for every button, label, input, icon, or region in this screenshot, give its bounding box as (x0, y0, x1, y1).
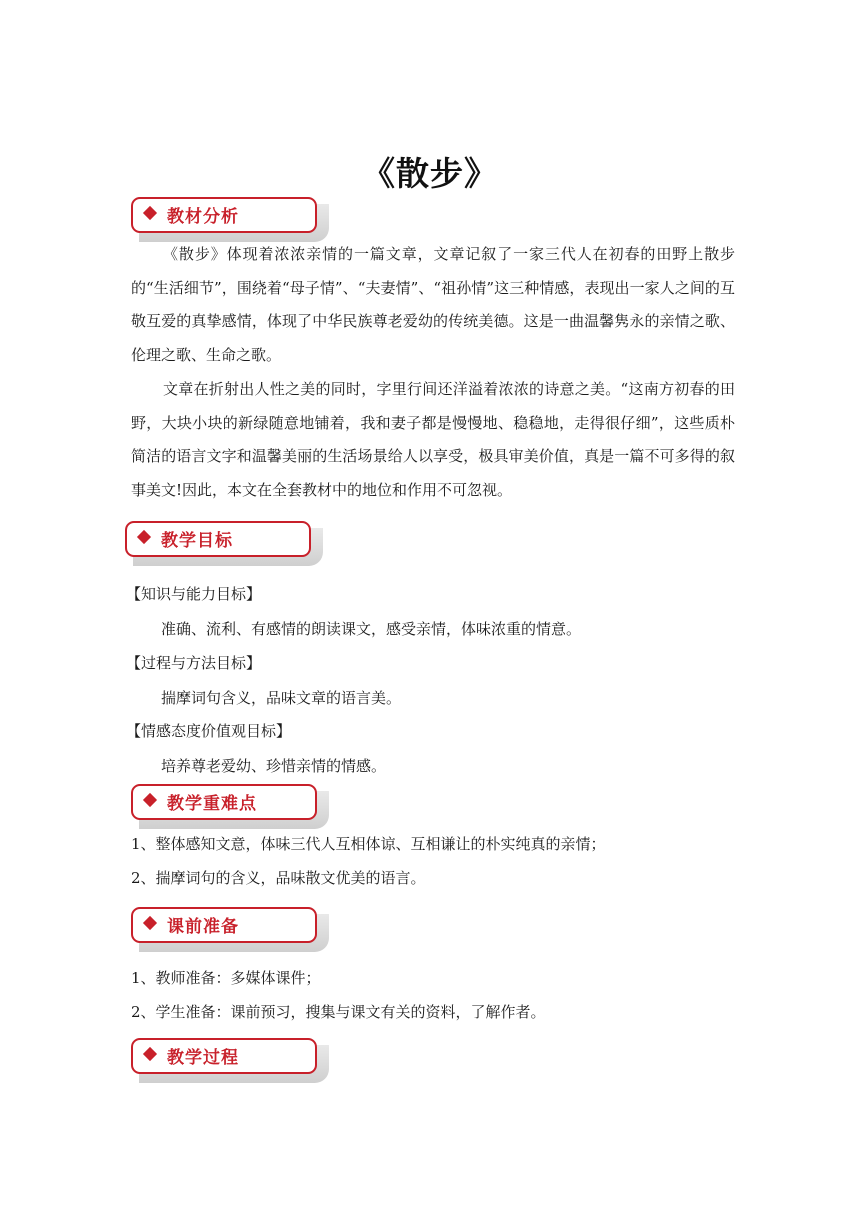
section-label: 教学过程 (167, 1048, 239, 1068)
key-point-item: 2、揣摩词句的含义，品味散文优美的语言。 (131, 869, 426, 887)
knowledge-goal-text: 准确、流利、有感情的朗读课文，感受亲情，体味浓重的情意。 (161, 620, 582, 638)
process-goal-text: 揣摩词句含义，品味文章的语言美。 (161, 689, 402, 707)
preparation-item: 1、教师准备：多媒体课件； (131, 969, 321, 987)
emotion-goal-text: 培养尊老爱幼、珍惜亲情的情感。 (161, 757, 387, 775)
analysis-paragraph-2: 文章在折射出人性之美的同时，字里行间还洋溢着浓浓的诗意之美。“这南方初春的田野，大块小块的新绿随意地铺着，我和妻子都是慢慢地、稳稳地，走得很仔细”，这些质朴简洁的语言文字和温馨美丽的生活场景给人以享受，极具审美价值，真是一篇不可多得的叙事美文!因此，本文在全套教材中的地位和作用不可忽视。 (131, 380, 735, 499)
key-point-item: 1、整体感知文意，体味三代人互相体谅、互相谦让的朴实纯真的亲情； (131, 835, 606, 853)
section-label: 教材分析 (167, 207, 239, 227)
knowledge-goal-heading: 【知识与能力目标】 (126, 585, 262, 603)
page-title: 《散步》 (362, 154, 498, 193)
preparation-item: 2、学生准备：课前预习，搜集与课文有关的资料，了解作者。 (131, 1003, 546, 1021)
section-label: 教学目标 (161, 531, 233, 551)
section-label: 课前准备 (167, 917, 239, 937)
process-goal-heading: 【过程与方法目标】 (126, 654, 262, 672)
section-label: 教学重难点 (167, 794, 257, 814)
emotion-goal-heading: 【情感态度价值观目标】 (126, 722, 292, 740)
analysis-paragraph-1: 《散步》体现着浓浓亲情的一篇文章，文章记叙了一家三代人在初春的田野上散步的“生活细节”，围绕着“母子情”、“夫妻情”、“祖孙情”这三种情感，表现出一家人之间的互敬互爱的真挚感情，体现了中华民族尊老爱幼的传统美德。这是一曲温馨隽永的亲情之歌、伦理之歌、生命之歌。 (131, 245, 735, 364)
